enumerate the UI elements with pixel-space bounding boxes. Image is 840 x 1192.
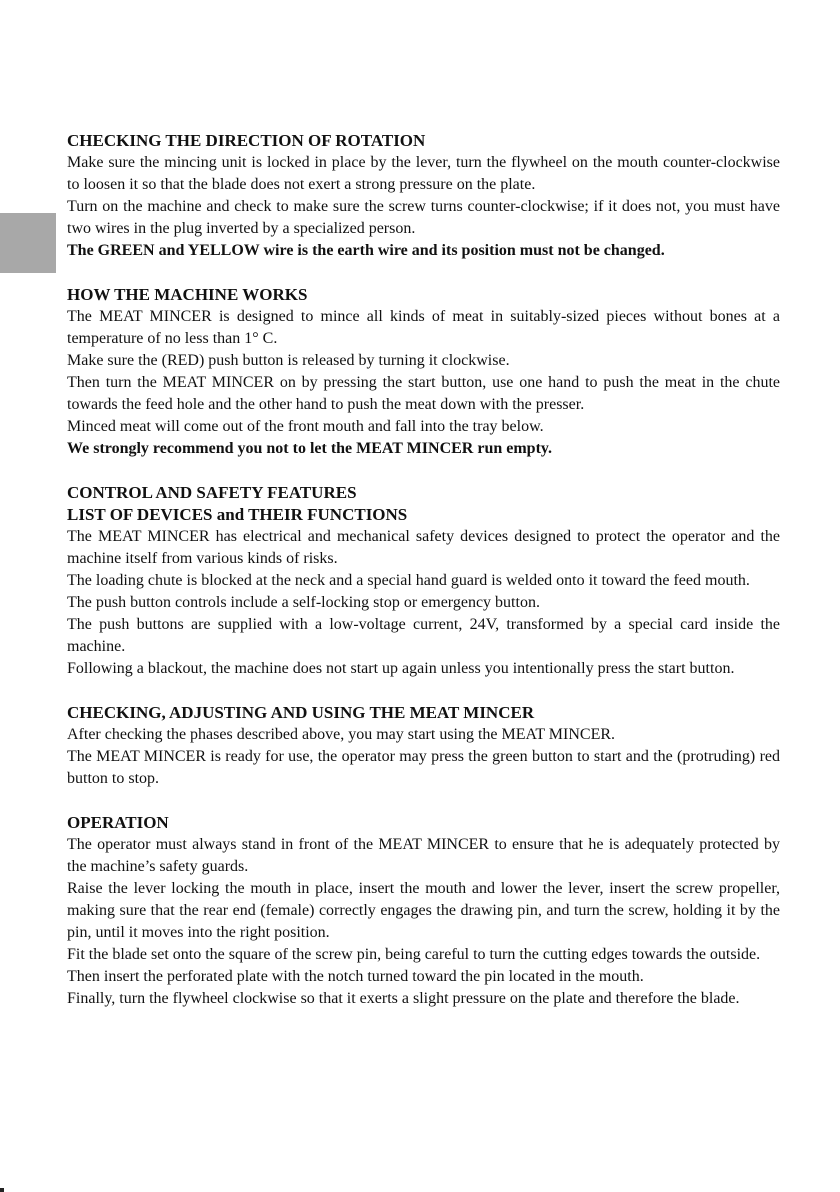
paragraph: The push buttons are supplied with a low-voltage current, 24V, transformed by a special card inside the machine. (67, 616, 780, 655)
paragraph: The MEAT MINCER is ready for use, the operator may press the green button to start and the (protruding) red button to stop. (67, 748, 780, 787)
section-direction-of-rotation (67, 130, 780, 262)
paragraph: Make sure the mincing unit is locked in place by the lever, turn the flywheel on the mouth counter-clockwise to loosen it so that the blade does not exert a strong pressure on the plate. (67, 154, 780, 193)
paragraph: The loading chute is blocked at the neck and a special hand guard is welded onto it toward the feed mouth. (67, 572, 750, 589)
paragraph: The MEAT MINCER is designed to mince all kinds of meat in suitably-sized pieces without bones at a temperature of no less than 1° C. (67, 308, 780, 347)
paragraph: After checking the phases described above, you may start using the MEAT MINCER. (67, 726, 616, 743)
warning-paragraph: We strongly recommend you not to let the MEAT MINCER run empty. (67, 440, 553, 457)
paragraph: Then insert the perforated plate with the notch turned toward the pin located in the mouth. (67, 968, 644, 985)
paragraph: Following a blackout, the machine does not start up again unless you intentionally press the start button. (67, 660, 735, 677)
section-how-machine-works (67, 284, 780, 460)
paragraph: Turn on the machine and check to make sure the screw turns counter-clockwise; if it does not, you must have two wires in the plug inverted by a specialized person. (67, 198, 780, 237)
paragraph: Fit the blade set onto the square of the screw pin, being careful to turn the cutting edges towards the outside. (67, 946, 761, 963)
paragraph: The MEAT MINCER has electrical and mechanical safety devices designed to protect the operator and the machine itself from various kinds of risks. (67, 528, 780, 567)
paragraph: Then turn the MEAT MINCER on by pressing the start button, use one hand to push the meat in the chute towards the feed hole and the other hand to push the meat down with the presser. (67, 374, 780, 413)
paragraph: Make sure the (RED) push button is released by turning it clockwise. (67, 352, 510, 369)
section-subheading: LIST OF DEVICES and THEIR FUNCTIONS (67, 505, 408, 524)
section-operation (67, 812, 780, 1010)
manual-page-content (67, 130, 780, 1032)
crop-mark (0, 1188, 4, 1192)
page-side-tab (0, 213, 56, 273)
section-heading: CONTROL AND SAFETY FEATURES (67, 483, 357, 502)
paragraph: The operator must always stand in front of the MEAT MINCER to ensure that he is adequately protected by the machine’s safety guards. (67, 836, 780, 875)
paragraph: Minced meat will come out of the front mouth and fall into the tray below. (67, 418, 544, 435)
paragraph: Finally, turn the flywheel clockwise so that it exerts a slight pressure on the plate and therefore the blade. (67, 990, 740, 1007)
section-checking-adjusting (67, 702, 780, 790)
section-heading: CHECKING, ADJUSTING AND USING THE MEAT MINCER (67, 703, 535, 722)
warning-paragraph: The GREEN and YELLOW wire is the earth wire and its position must not be changed. (67, 242, 665, 259)
section-control-safety (67, 482, 780, 680)
paragraph: Raise the lever locking the mouth in place, insert the mouth and lower the lever, insert the screw propeller, making sure that the rear end (female) correctly engages the drawing pin, and turn the screw, holding it by the pin, until it moves into the right position. (67, 880, 780, 941)
section-heading: OPERATION (67, 813, 169, 832)
section-heading: CHECKING THE DIRECTION OF ROTATION (67, 131, 426, 150)
paragraph: The push button controls include a self-locking stop or emergency button. (67, 594, 540, 611)
section-heading: HOW THE MACHINE WORKS (67, 285, 308, 304)
